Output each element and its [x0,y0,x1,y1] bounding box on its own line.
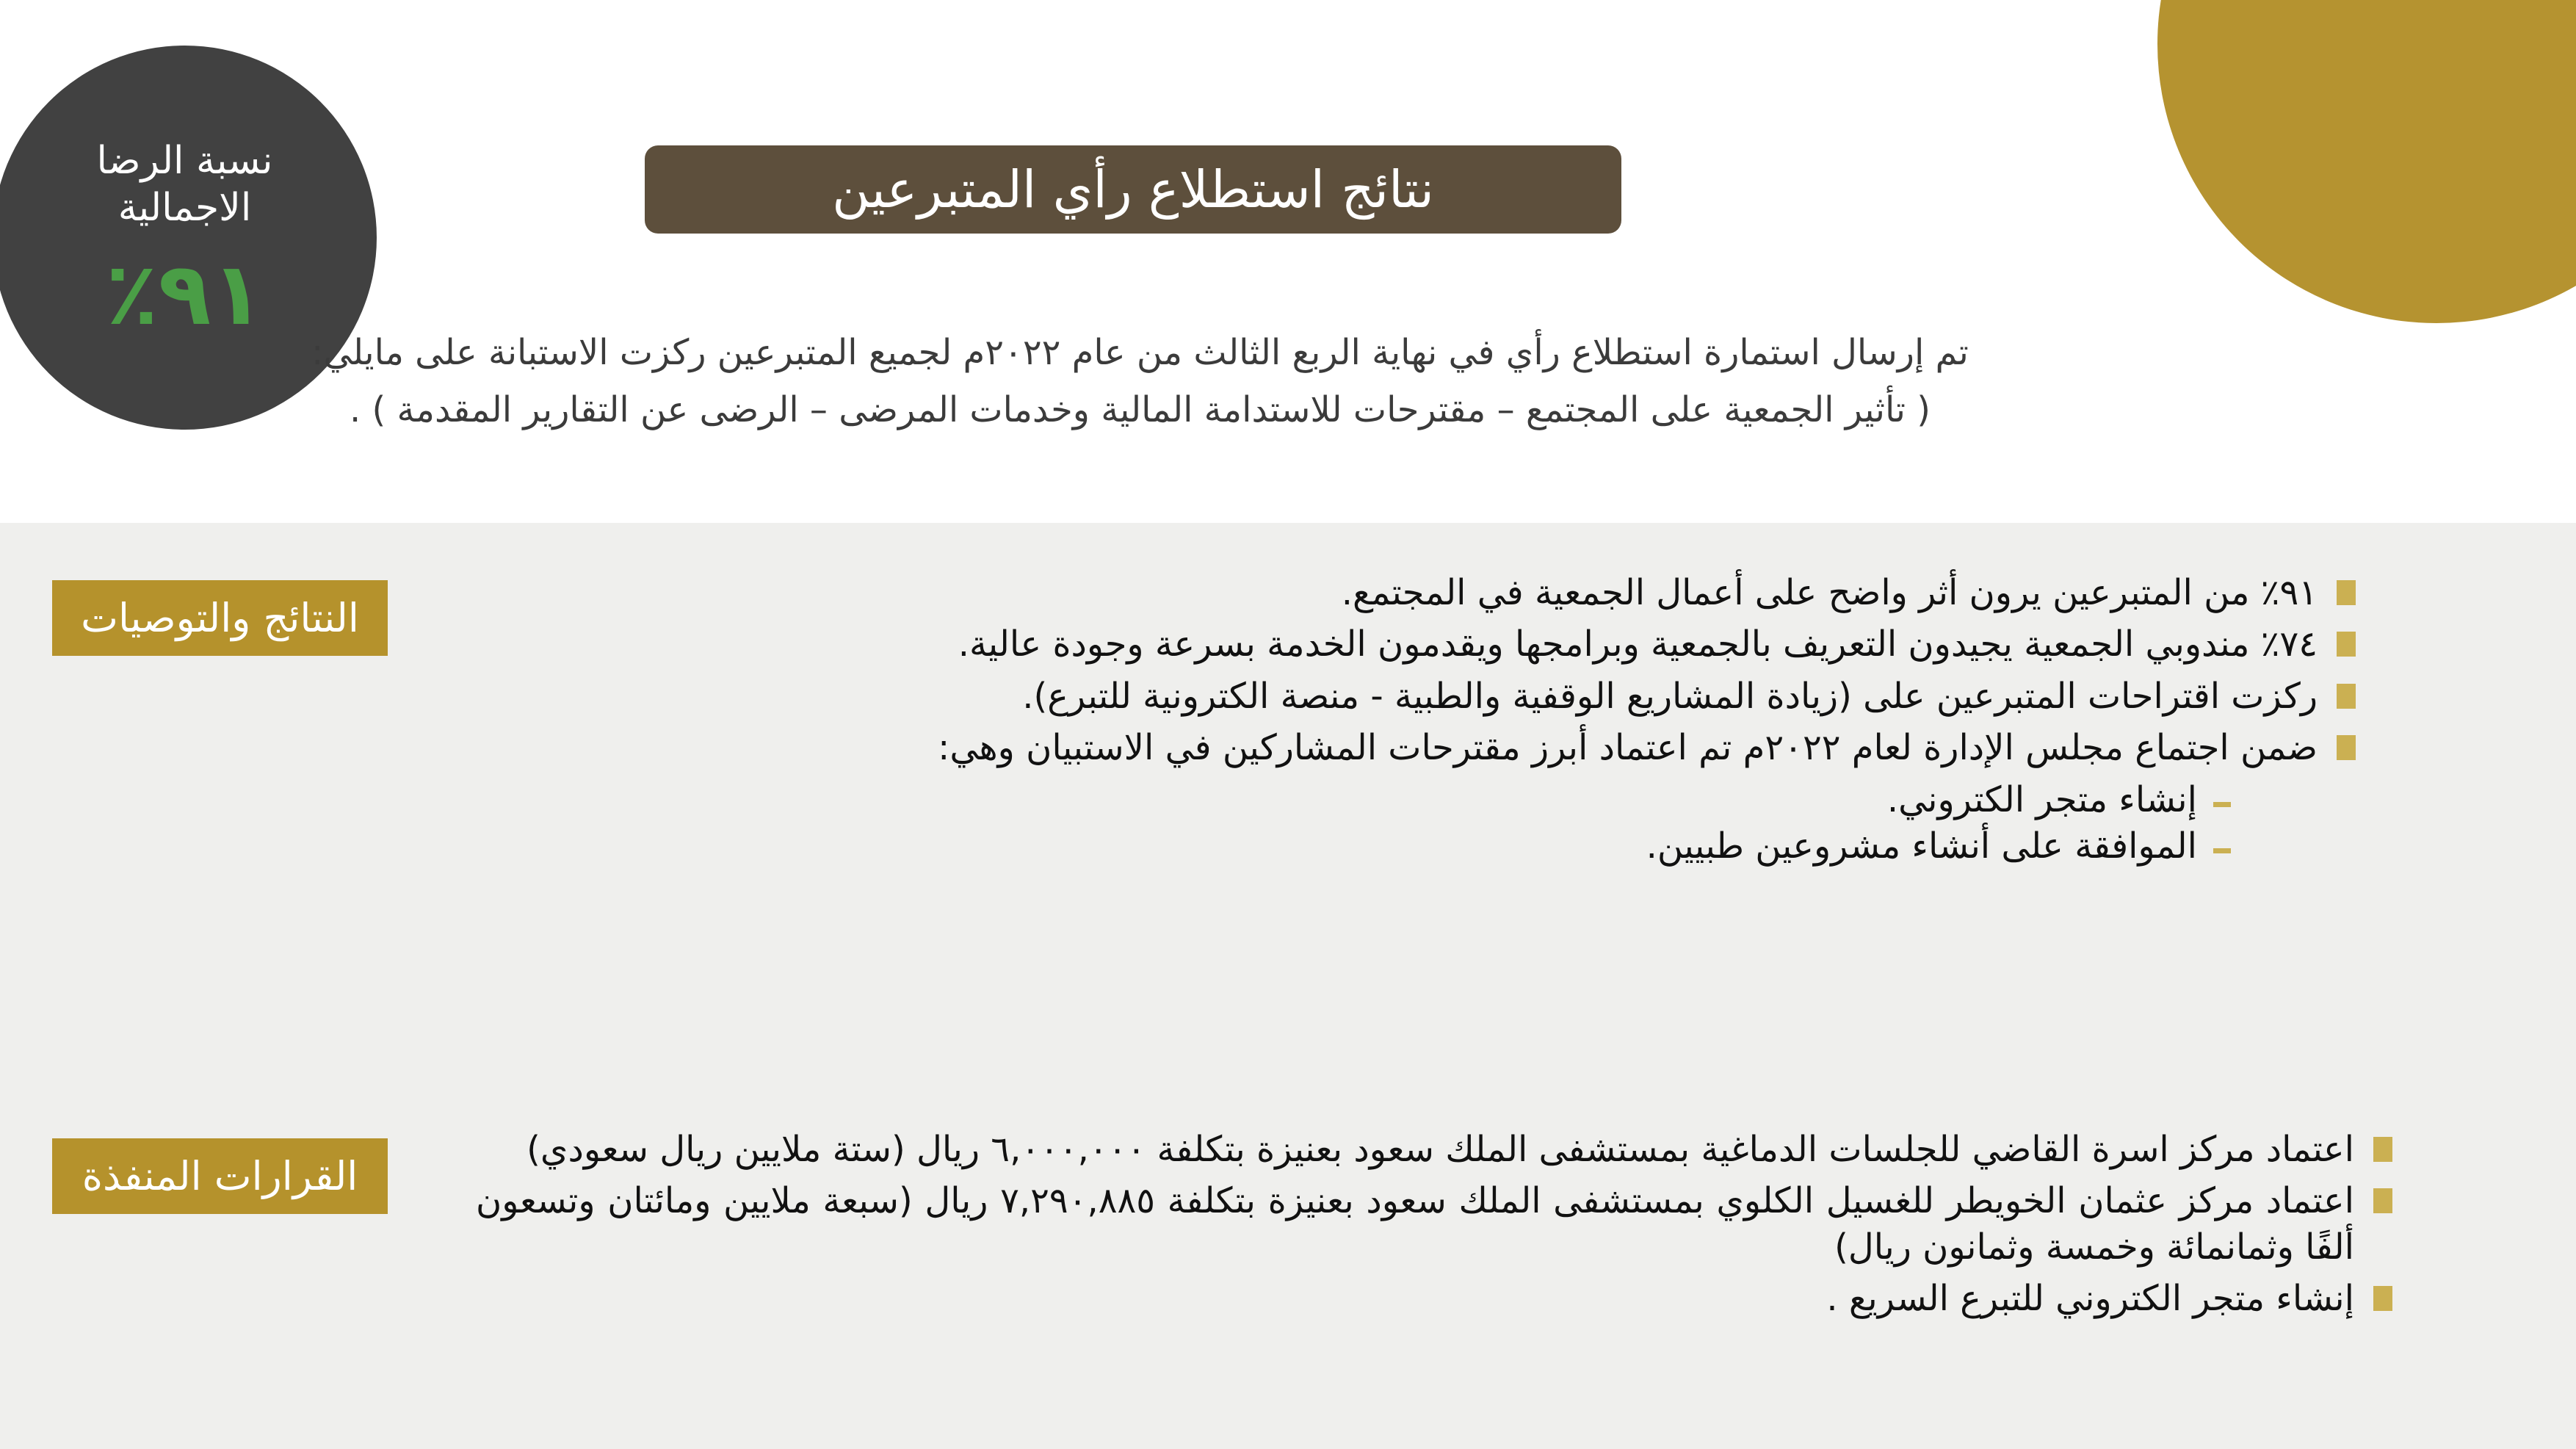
intro-paragraph [239,325,2041,439]
decisions-bullet-list [476,1127,2392,1322]
list-item: إنشاء متجر الكتروني للتبرع السريع . [476,1276,2392,1321]
list-item: ٧٤٪ مندوبي الجمعية يجيدون التعريف بالجمعية وبرامجها ويقدمون الخدمة بسرعة وجودة عالية. [476,621,2356,667]
header-background-band [0,0,2576,523]
page-title: نتائج استطلاع رأي المتبرعين [832,159,1434,220]
list-item: اعتماد مركز عثمان الخويطر للغسيل الكلوي بمستشفى الملك سعود بعنيزة بتكلفة ٧,٢٩٠,٨٨٥ ريال (سبعة ملايين ومائتان وتسعون ألفًا وثمانمائة وخمسة وثمانون ريال) [476,1178,2392,1270]
intro-line-1: تم إرسال استمارة استطلاع رأي في نهاية الربع الثالث من عام ٢٠٢٢م لجميع المتبرعين ركزت الاستبانة على مايلي: [311,332,1969,373]
list-item: ضمن اجتماع مجلس الإدارة لعام ٢٠٢٢م تم اعتماد أبرز مقترحات المشاركين في الاستبيان وهي: [476,725,2356,770]
list-item: الموافقة على أنشاء مشروعين طبيين. [476,823,2231,870]
results-sub-bullet-list [476,777,2356,870]
section-tab-decisions [52,1138,388,1214]
list-item: ركزت اقتراحات المتبرعين على (زيادة المشاريع الوقفية والطبية - منصة الكترونية للتبرع). [476,673,2356,719]
list-item: إنشاء متجر الكتروني. [476,777,2231,823]
decisions-content-block [476,1127,2392,1328]
section-tab-decisions-label: القرارات المنفذة [82,1152,358,1199]
list-item: اعتماد مركز اسرة القاضي للجلسات الدماغية بمستشفى الملك سعود بعنيزة بتكلفة ٦,٠٠٠,٠٠٠ ريال (ستة ملايين ريال سعودي) [476,1127,2392,1172]
section-tab-results [52,580,388,656]
satisfaction-badge-label: نسبة الرضا الاجمالية [96,139,273,230]
intro-line-2: ( تأثير الجمعية على المجتمع – مقترحات للاستدامة المالية وخدمات المرضى – الرضى عن التقارير المقدمة ) . [350,389,1931,430]
section-tab-results-label: النتائج والتوصيات [81,594,359,641]
page-title-pill [645,145,1621,234]
list-item: ٩١٪ من المتبرعين يرون أثر واضح على أعمال الجمعية في المجتمع. [476,570,2356,615]
results-bullet-list [476,570,2356,771]
results-content-block [476,570,2356,870]
satisfaction-badge-value: ٩١٪ [105,242,264,344]
